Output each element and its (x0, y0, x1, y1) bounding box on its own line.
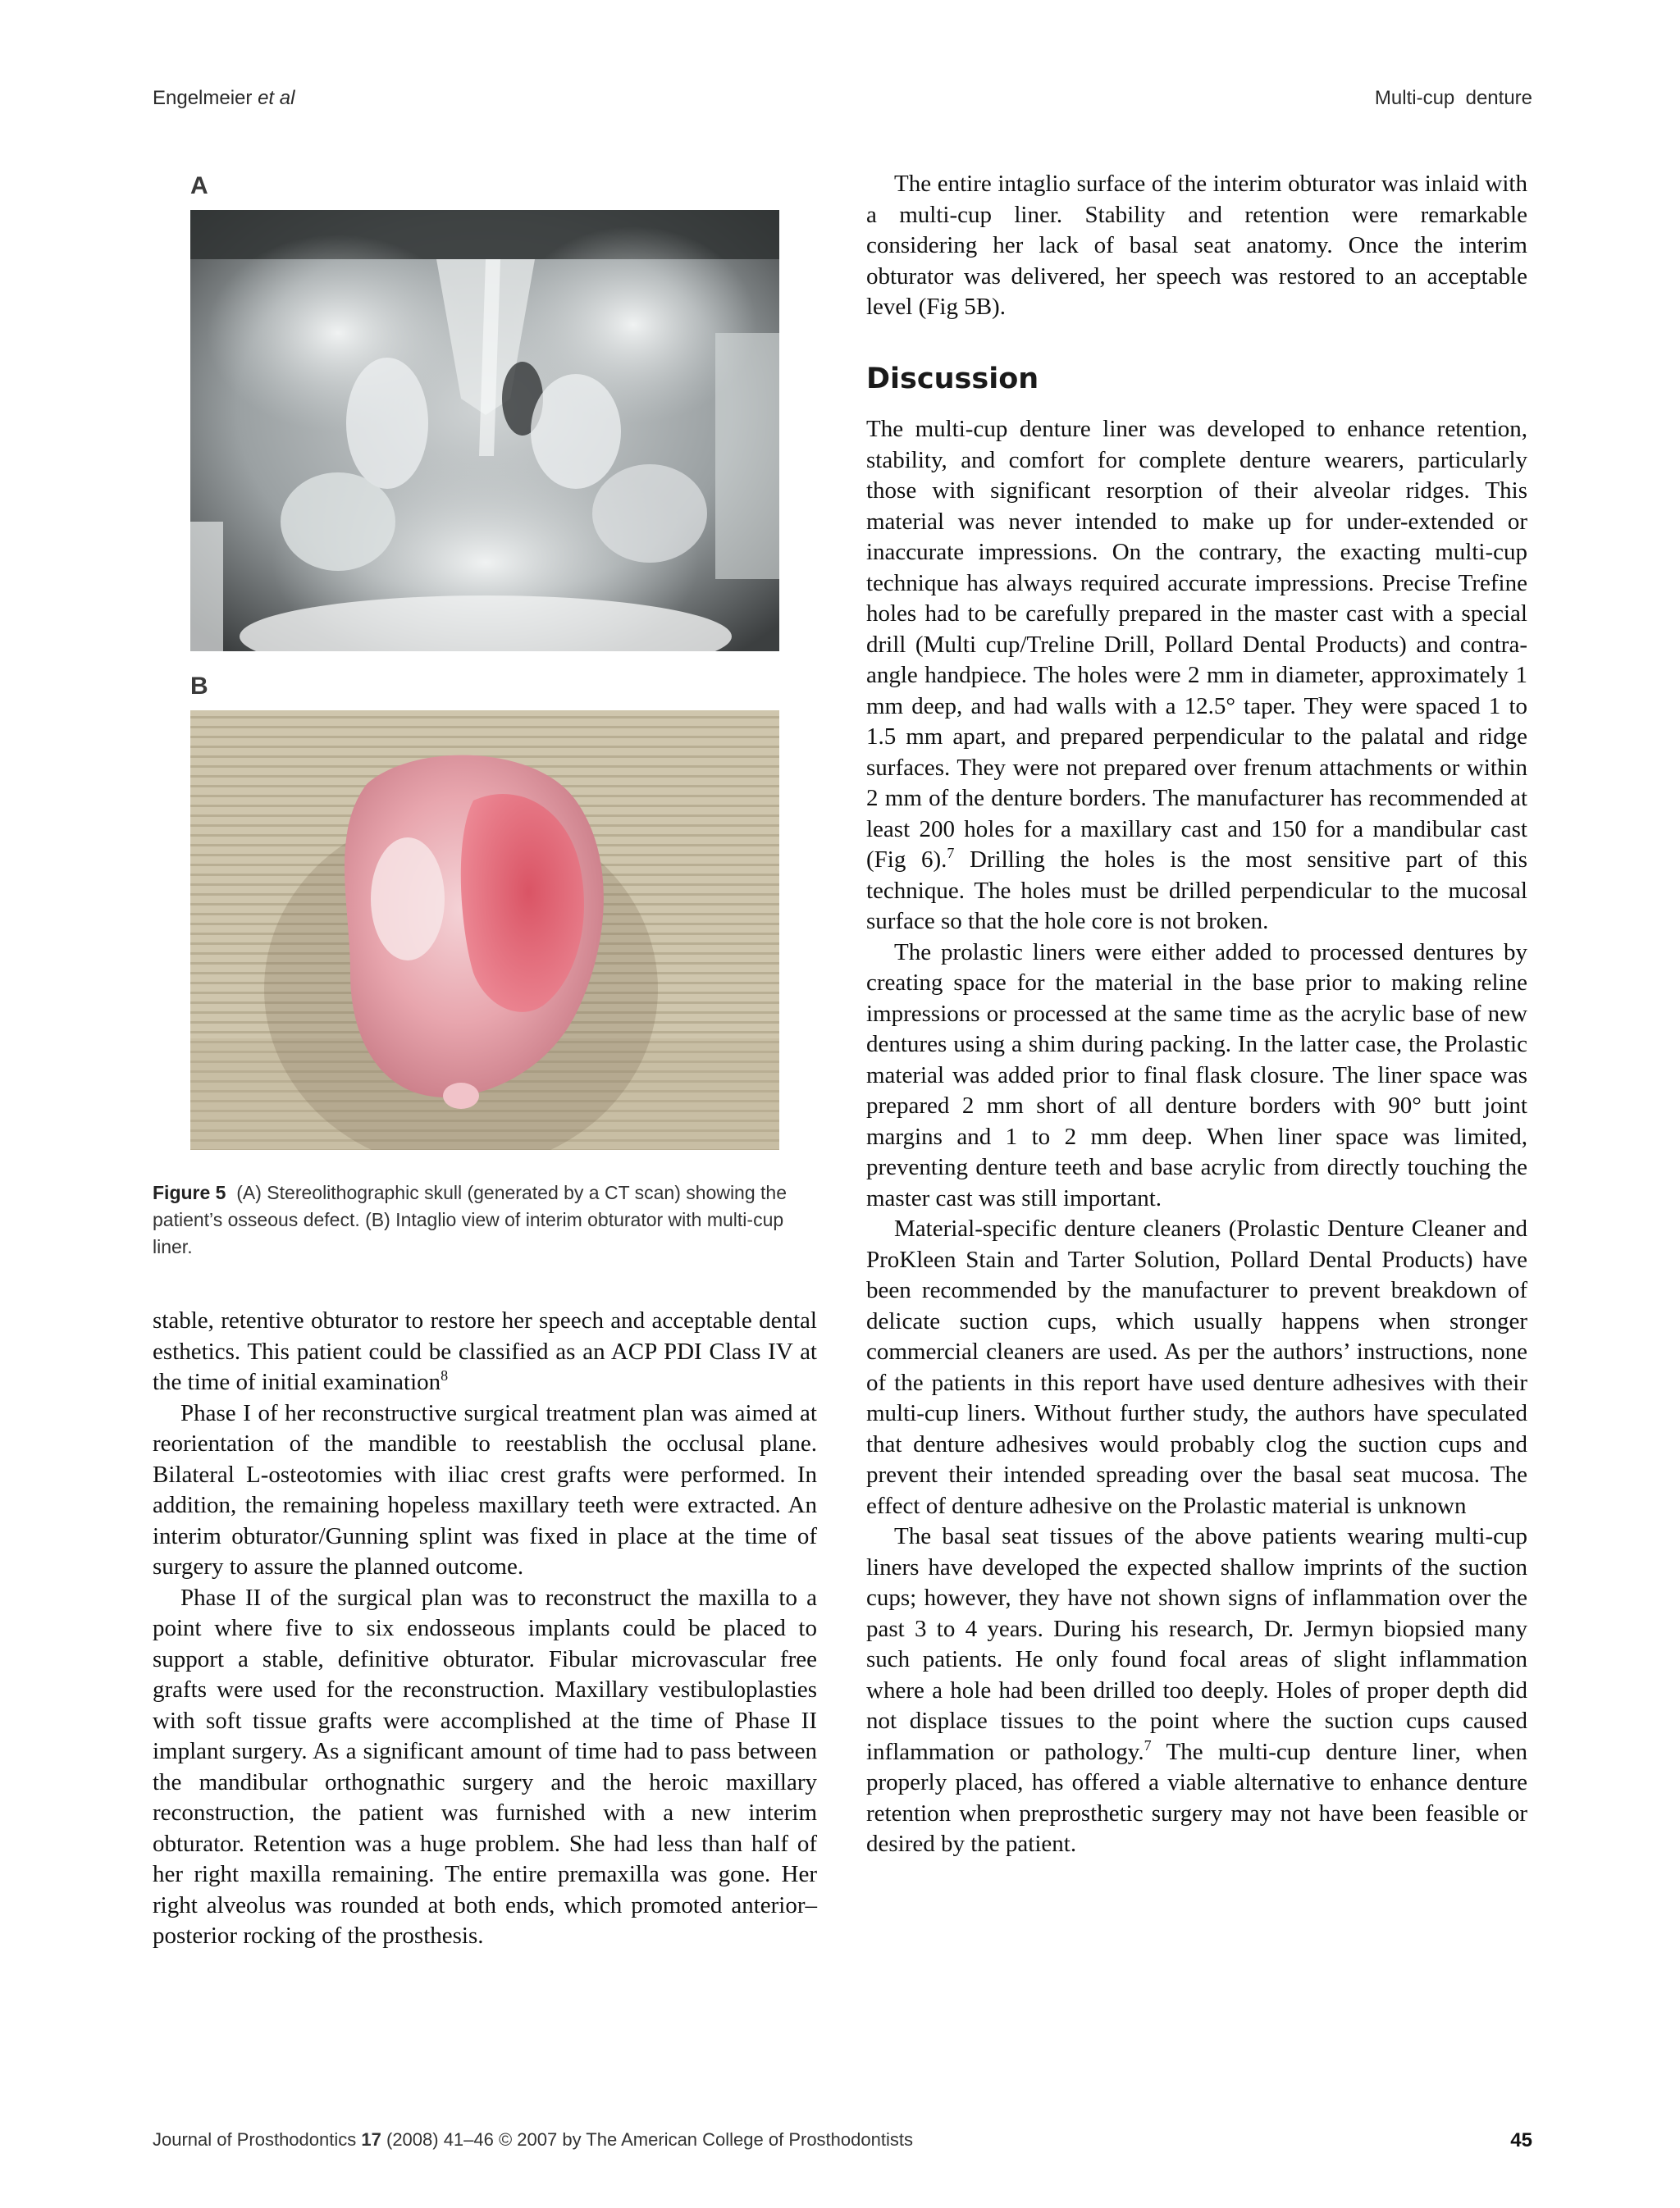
page-number: 45 (1510, 2129, 1532, 2151)
paragraph: stable, retentive obturator to restore her speech and acceptable dental esthetics. This patient could be classified as an ACP PDI Class IV at the time of initial examination$^8$ (153, 1307, 817, 1395)
figure-5-caption (153, 1179, 817, 1261)
author-name: Engelmeier (153, 87, 253, 109)
section-heading-discussion: Discussion (866, 363, 1039, 395)
paragraph: The entire intaglio surface of the interim obturator was inlaid with a multi-cup liner. Stability and retention were remarkable considering her lack of basal seat anatomy. Once the interim obturator was delivered, her speech was restored to an acceptable level (Fig 5B). (866, 171, 1527, 320)
reference-citation: 7 (947, 845, 955, 861)
paragraph: The multi-cup denture liner was developed to enhance retention, stability, and comfort for complete denture wearers, particularly those with significant resorption of their alveolar ridges. This material was never intended to make up for under-extended or inaccurate impressions. On the contrary, the exacting multi-cup technique has always required accurate impressions. Precise Trefine holes had to be carefully prepared in the master cast with a special drill (Multi cup/Treline Drill, Pollard Dental Products) and contra-angle handpiece. The holes were 2 mm in diameter, approximately 1 mm deep, and had walls with a 12.5° taper. They were spaced 1 to 1.5 mm apart, and prepared perpendicular to the palatal and ridge surfaces. They were not prepared over frenum attachments or within 2 mm of the denture borders. The manufacturer has recommended at least 200 holes for a maxillary cast and 150 for a mandibular cast (Fig 6).$^7$ Drilling the holes is the most sensitive part of this technique. The holes must be drilled perpendicular to the mucosal surface so that the hole core is not broken. (866, 416, 1527, 934)
caption-text: (A) Stereolithographic skull (generated by a CT scan) showing the patient’s osseous defect. (B) Intaglio view of interim obturator with multi-cup liner. (153, 1182, 788, 1257)
paragraph: The basal seat tissues of the above patients wearing multi-cup liners have developed the expected shallow imprints of the suction cups; however, they have not shown signs of inflammation over the past 3 to 4 years. During his research, Dr. Jermyn biopsied many such patients. He only found focal areas of slight inflammation where a hole had been drilled too deeply. Holes of proper depth did not displace tissues to the point where the suction cups caused inflammation or pathology.$^7$ The multi-cup denture liner, when properly placed, has offered a viable alternative to enhance denture retention when preprosthetic surgery may not have been feasible or desired by the patient. (866, 1523, 1527, 1857)
figure-panel-b-label: B (190, 673, 208, 700)
figure-panel-a-label: A (190, 172, 208, 199)
discussion-text (866, 414, 1527, 1860)
paragraph: Phase II of the surgical plan was to reconstruct the maxilla to a point where five to six endosseous implants could be placed to support a stable, definitive obturator. Fibular microvascular free grafts were used for the reconstruction. Maxillary vestibuloplasties with soft tissue grafts were accomplished at the time of Phase II implant surgery. As a significant amount of time had to pass between the mandibular orthognathic surgery and the heroic maxillary reconstruction, the patient was furnished with a new interim obturator. Retention was a huge problem. She had less than half of her right maxilla remaining. The entire premaxilla was gone. Her right alveolus was rounded at both ends, which promoted anterior–posterior rocking of the prosthesis. (153, 1584, 817, 1949)
figure-5a-skull-photo (190, 210, 779, 651)
figure-5b-obturator-photo (190, 710, 779, 1150)
reference-citation: 7 (1144, 1736, 1152, 1754)
caption-label: Figure 5 (153, 1182, 226, 1203)
paragraph: Material-specific denture cleaners (Prolastic Denture Cleaner and ProKleen Stain and Tarter Solution, Pollard Dental Products) have been recommended by the manufacturer to prevent breakdown of delicate suction cups, which usually happens when stronger commercial cleaners are used. As per the authors’ instructions, none of the patients in this report have used denture adhesives with their multi-cup liners. Without further study, the authors have speculated that denture adhesives would probably clog the suction cups and prevent their intended spreading over the basal seat mucosa. The effect of denture adhesive on the Prolastic material is unknown (866, 1216, 1527, 1519)
right-column-intro (866, 169, 1527, 323)
running-head-title: Multi-cup denture (1374, 87, 1532, 109)
running-head-authors (153, 87, 294, 110)
footer-citation: Journal of Prosthodontics 17 (2008) 41–46 © 2007 by The American College of Prosthodontists (153, 2129, 913, 2150)
paragraph: Phase I of her reconstructive surgical treatment plan was aimed at reorientation of the mandible to reestablish the occlusal plane. Bilateral L-osteotomies with iliac crest grafts were performed. In addition, the remaining hopeless maxillary teeth were extracted. An interim obturator/Gunning splint was fixed in place at the time of surgery to assure the planned outcome. (153, 1399, 817, 1580)
paragraph: The prolastic liners were either added to processed dentures by creating space for the material in the base prior to making reline impressions or processed at the same time as the acrylic base of new dentures using a shim during packing. In the latter case, the Prolastic material was added prior to final flask closure. The liner space was prepared 2 mm short of all denture borders with 90° butt joint margins and 1 to 2 mm deep. When liner space was limited, preventing denture teeth and base acrylic from directly touching the master cast was still important. (866, 938, 1527, 1211)
left-column-text (153, 1306, 817, 1952)
et-al: et al (258, 87, 295, 109)
reference-citation: 8 (441, 1367, 449, 1384)
